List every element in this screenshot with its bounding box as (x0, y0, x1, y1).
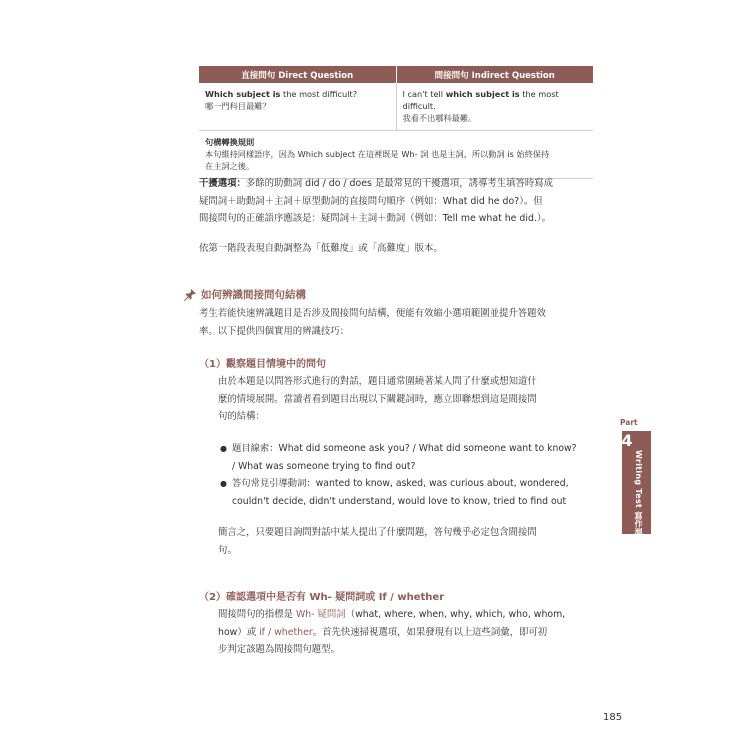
distractor-label: 干擾選項： (199, 178, 246, 189)
tip-2-line-1-highlight: Wh- 疑問詞 (295, 609, 346, 620)
tip-2-line-1 (218, 606, 598, 624)
bullet-1-label: 題目線索： (232, 443, 279, 454)
tip-2-line-2 (218, 624, 598, 642)
conversion-rule-box (199, 131, 593, 179)
distractor-paragraph (199, 175, 599, 228)
distractor-line-1 (199, 175, 599, 193)
part-number: 4 (621, 431, 633, 450)
tip-1-bullets (220, 440, 605, 510)
section-intro (199, 305, 599, 340)
tip-1-heading: （1）觀察題目情境中的問句 (199, 359, 326, 370)
bullet-2-label: 答句常見引導動詞： (232, 478, 316, 489)
tip-2-heading: （2）確認選項中是否有 Wh- 疑問詞或 If / whether (199, 592, 445, 603)
indirect-pre: I can't tell (402, 89, 446, 99)
indirect-post: the most difficult. (402, 89, 559, 111)
side-tab-text: Writing Test 寫作測驗 (634, 450, 643, 545)
bullet-1-text-1: What did someone ask you? / What did someone want to know? (278, 443, 577, 454)
comparison-table (199, 66, 593, 179)
bullet-2-line-1 (232, 475, 605, 493)
bullet-1-line-1 (232, 440, 605, 458)
tip-2-line-1-post: （what, where, when, why, which, who, whom, (345, 609, 566, 620)
tip-1-line-2: 麼的情境展開。當讀者看到題目出現以下關鍵詞時，應立即聯想到這是間接問 (218, 393, 537, 405)
direct-question-en (205, 88, 390, 100)
tip-2-paragraph (218, 606, 598, 659)
pushpin-icon (183, 288, 197, 302)
tip-2-line-2-pre: how）或 (218, 626, 260, 638)
section-intro-line-2: 率。以下提供四個實用的辨識技巧： (199, 325, 350, 337)
tip-2-line-2-post: 。首先快速掃視選項，如果發現有以上這些詞彙，即可初 (312, 626, 548, 638)
tip-2-line-2-highlight: if / whether (259, 626, 313, 638)
indirect-question-zh: 我看不出哪科最難。 (402, 113, 477, 123)
section-title: 如何辨識間接問句結構 (201, 289, 306, 301)
indirect-question-en (403, 88, 588, 112)
tip-2-line-3: 步判定該題為間接問句題型。 (218, 644, 340, 655)
bullet-2-line-2: couldn't decide, didn't understand, would love to know, tried to find out (232, 495, 567, 507)
direct-question-cell (199, 83, 396, 130)
direct-question-zh: 哪一門科目最難？ (205, 101, 271, 111)
list-item (220, 440, 605, 475)
tip-1-paragraph (218, 373, 598, 426)
direct-post: the most difficult? (280, 89, 358, 99)
indirect-bold: which subject is (445, 89, 520, 99)
table-header (199, 66, 593, 83)
bullet-1-line-2: / What was someone trying to find out? (232, 460, 416, 472)
adjust-note: 依第一階段表現自動調整為「低難度」或「高難度」版本。 (199, 243, 443, 254)
tip-1-summary-line-1: 簡言之，只要題目詢問對話中某人提出了什麼問題，答句幾乎必定包含間接問 (218, 527, 537, 538)
section-intro-line-1: 考生若能快速辨識題目是否涉及間接問句結構，便能有效縮小選項範圍並提升答題效 (199, 308, 546, 319)
part-label: Part (620, 418, 638, 427)
rule-line-1: 本句維持同樣語序，因為 Which subject 在這裡既是 Wh- 詞 也是主詞，所以動詞 is 始終保持 (205, 149, 550, 159)
tip-2-line-1-pre: 間接問句的指標是 (218, 609, 296, 620)
distractor-line-2: 疑問詞＋助動詞＋主詞＋原型動詞的直接問句順序（例如：What did he do?）。但 (199, 195, 543, 207)
table-row (199, 83, 593, 131)
rule-line-2: 在主詞之後。 (205, 161, 255, 171)
tip-1-line-3: 句的結構： (218, 411, 265, 422)
direct-bold: Which subject is (205, 89, 281, 99)
tip-1-summary-line-2: 句。 (218, 544, 237, 556)
indirect-question-cell (396, 83, 594, 130)
page-number: 185 (603, 712, 623, 723)
header-indirect-question: 間接問句 Indirect Question (396, 66, 594, 83)
tip-1-summary (218, 524, 598, 559)
rule-title: 句構轉換規則 (205, 137, 255, 147)
tip-1-line-1: 由於本題是以問答形式進行的對話，題目通常圍繞著某人問了什麼或想知道什 (218, 376, 537, 387)
header-direct-question: 直接問句 Direct Question (241, 70, 354, 81)
distractor-line-3: 間接問句的正確語序應該是：疑問詞＋主詞＋動詞（例如：Tell me what he did.）。 (199, 213, 551, 224)
section-heading (183, 287, 306, 302)
list-item (220, 475, 605, 510)
distractor-text-1: 多餘的助動詞 did / do / does 是最常見的干擾選項，誘導考生填答時寫成 (245, 178, 553, 189)
bullet-2-text-1: wanted to know, asked, was curious about, wondered, (315, 478, 569, 489)
